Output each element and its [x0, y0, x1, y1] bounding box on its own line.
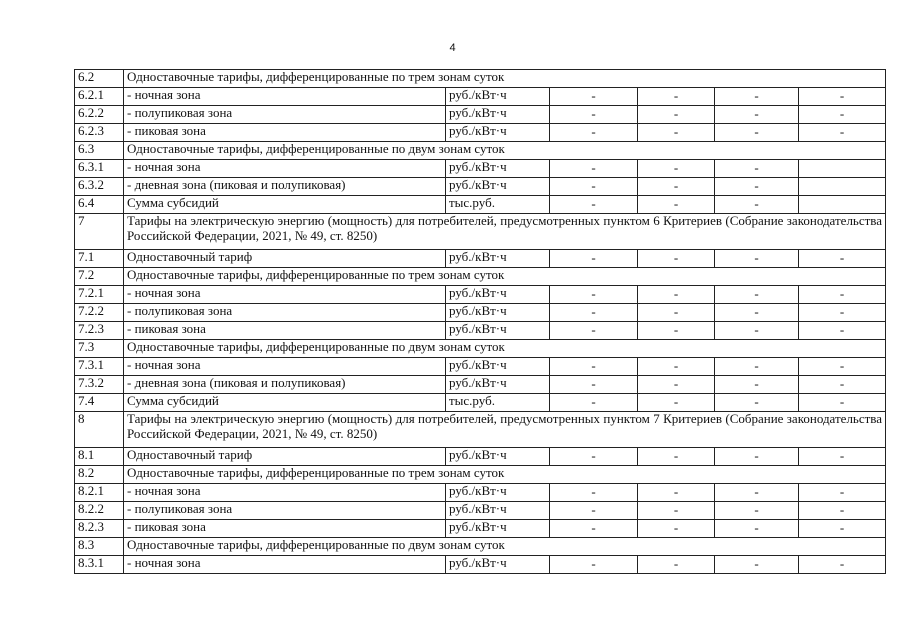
row-unit: руб./кВт·ч	[446, 376, 550, 394]
section-title: Одноставочные тарифы, дифференцированные по трем зонам суток	[124, 466, 886, 484]
table-row	[75, 466, 886, 484]
row-unit: руб./кВт·ч	[446, 286, 550, 304]
table-row	[75, 412, 886, 448]
value-cell: -	[550, 106, 638, 124]
row-number: 7.4	[75, 394, 124, 412]
row-label: - ночная зона	[124, 484, 446, 502]
value-cell: -	[715, 106, 799, 124]
value-cell: -	[638, 160, 715, 178]
value-cell: -	[550, 448, 638, 466]
page-number: 4	[449, 42, 456, 54]
table-row	[75, 88, 886, 106]
section-title: Одноставочные тарифы, дифференцированные по двум зонам суток	[124, 142, 886, 160]
table-row	[75, 286, 886, 304]
row-unit: руб./кВт·ч	[446, 304, 550, 322]
value-cell: -	[638, 394, 715, 412]
row-label: - ночная зона	[124, 286, 446, 304]
row-number: 8.1	[75, 448, 124, 466]
row-unit: руб./кВт·ч	[446, 520, 550, 538]
row-unit: руб./кВт·ч	[446, 124, 550, 142]
value-cell: -	[550, 556, 638, 574]
table-row	[75, 70, 886, 88]
value-cell: -	[715, 178, 799, 196]
section-title: Одноставочные тарифы, дифференцированные по двум зонам суток	[124, 340, 886, 358]
row-unit: руб./кВт·ч	[446, 484, 550, 502]
row-number: 8.2	[75, 466, 124, 484]
value-cell: -	[715, 358, 799, 376]
table-row	[75, 214, 886, 250]
table-row	[75, 538, 886, 556]
value-cell: -	[638, 520, 715, 538]
row-unit: тыс.руб.	[446, 394, 550, 412]
value-cell: -	[550, 196, 638, 214]
table-row	[75, 376, 886, 394]
value-cell: -	[799, 322, 886, 340]
value-cell: -	[715, 322, 799, 340]
table-row	[75, 124, 886, 142]
row-label: Одноставочный тариф	[124, 448, 446, 466]
row-label: - ночная зона	[124, 88, 446, 106]
row-label: - дневная зона (пиковая и полупиковая)	[124, 178, 446, 196]
value-cell: -	[799, 124, 886, 142]
row-number: 6.2.1	[75, 88, 124, 106]
table-row	[75, 556, 886, 574]
value-cell: -	[638, 448, 715, 466]
table-row	[75, 358, 886, 376]
row-number: 6.3.2	[75, 178, 124, 196]
table-row	[75, 196, 886, 214]
table-row	[75, 106, 886, 124]
row-unit: руб./кВт·ч	[446, 160, 550, 178]
value-cell: -	[715, 502, 799, 520]
row-label: - ночная зона	[124, 556, 446, 574]
row-number: 8.3	[75, 538, 124, 556]
row-unit: руб./кВт·ч	[446, 250, 550, 268]
section-title: Тарифы на электрическую энергию (мощность) для потребителей, предусмотренных пунктом 6 Критериев (Собрание законодательства Российской Федерации, 2021, № 49, ст. 8250)	[124, 214, 886, 250]
value-cell: -	[550, 286, 638, 304]
row-unit: тыс.руб.	[446, 196, 550, 214]
row-unit: руб./кВт·ч	[446, 106, 550, 124]
row-unit: руб./кВт·ч	[446, 178, 550, 196]
table-row	[75, 142, 886, 160]
value-cell: -	[715, 88, 799, 106]
value-cell: -	[799, 448, 886, 466]
row-number: 6.2.3	[75, 124, 124, 142]
tariff-table	[74, 69, 886, 574]
row-number: 8	[75, 412, 124, 448]
value-cell: -	[715, 160, 799, 178]
value-cell: -	[638, 322, 715, 340]
section-title: Одноставочные тарифы, дифференцированные по трем зонам суток	[124, 70, 886, 88]
table-row	[75, 484, 886, 502]
table-row	[75, 322, 886, 340]
row-label: - полупиковая зона	[124, 106, 446, 124]
value-cell: -	[715, 394, 799, 412]
row-number: 6.4	[75, 196, 124, 214]
row-number: 7.3.2	[75, 376, 124, 394]
row-number: 7.1	[75, 250, 124, 268]
row-unit: руб./кВт·ч	[446, 322, 550, 340]
value-cell: -	[550, 358, 638, 376]
value-cell: -	[550, 250, 638, 268]
value-cell: -	[638, 250, 715, 268]
row-number: 6.2.2	[75, 106, 124, 124]
row-unit: руб./кВт·ч	[446, 448, 550, 466]
value-cell: -	[638, 124, 715, 142]
table-row	[75, 304, 886, 322]
value-cell	[799, 196, 886, 214]
value-cell: -	[638, 556, 715, 574]
value-cell: -	[550, 304, 638, 322]
value-cell: -	[550, 124, 638, 142]
value-cell: -	[715, 124, 799, 142]
table-row	[75, 394, 886, 412]
table-row	[75, 340, 886, 358]
value-cell: -	[799, 502, 886, 520]
value-cell: -	[638, 502, 715, 520]
section-title: Одноставочные тарифы, дифференцированные по трем зонам суток	[124, 268, 886, 286]
value-cell: -	[550, 160, 638, 178]
table-row	[75, 520, 886, 538]
row-number: 7.3	[75, 340, 124, 358]
value-cell: -	[715, 196, 799, 214]
value-cell: -	[715, 448, 799, 466]
value-cell	[799, 178, 886, 196]
value-cell: -	[550, 394, 638, 412]
row-label: - пиковая зона	[124, 322, 446, 340]
value-cell: -	[550, 520, 638, 538]
value-cell: -	[799, 88, 886, 106]
value-cell: -	[799, 376, 886, 394]
value-cell: -	[638, 88, 715, 106]
row-label: - полупиковая зона	[124, 502, 446, 520]
value-cell: -	[550, 322, 638, 340]
row-number: 6.3.1	[75, 160, 124, 178]
value-cell: -	[638, 484, 715, 502]
row-number: 6.2	[75, 70, 124, 88]
row-label: - ночная зона	[124, 160, 446, 178]
value-cell: -	[715, 520, 799, 538]
table-row	[75, 178, 886, 196]
value-cell: -	[799, 304, 886, 322]
value-cell: -	[799, 394, 886, 412]
value-cell: -	[799, 250, 886, 268]
value-cell: -	[715, 250, 799, 268]
value-cell: -	[715, 376, 799, 394]
row-unit: руб./кВт·ч	[446, 502, 550, 520]
value-cell: -	[715, 304, 799, 322]
value-cell: -	[550, 484, 638, 502]
value-cell: -	[638, 376, 715, 394]
value-cell: -	[638, 358, 715, 376]
value-cell: -	[638, 178, 715, 196]
section-title: Одноставочные тарифы, дифференцированные по двум зонам суток	[124, 538, 886, 556]
section-title: Тарифы на электрическую энергию (мощность) для потребителей, предусмотренных пунктом 7 Критериев (Собрание законодательства Российской Федерации, 2021, № 49, ст. 8250)	[124, 412, 886, 448]
row-number: 6.3	[75, 142, 124, 160]
row-label: - дневная зона (пиковая и полупиковая)	[124, 376, 446, 394]
row-number: 7.2.1	[75, 286, 124, 304]
value-cell: -	[550, 178, 638, 196]
row-unit: руб./кВт·ч	[446, 358, 550, 376]
row-number: 7.2.2	[75, 304, 124, 322]
row-number: 8.2.2	[75, 502, 124, 520]
value-cell: -	[799, 286, 886, 304]
value-cell: -	[799, 556, 886, 574]
row-unit: руб./кВт·ч	[446, 88, 550, 106]
table-row	[75, 160, 886, 178]
row-number: 7.2	[75, 268, 124, 286]
table-body	[75, 70, 886, 574]
row-label: Одноставочный тариф	[124, 250, 446, 268]
value-cell: -	[638, 106, 715, 124]
value-cell: -	[638, 196, 715, 214]
row-number: 7.3.1	[75, 358, 124, 376]
row-label: - пиковая зона	[124, 520, 446, 538]
value-cell: -	[550, 376, 638, 394]
value-cell: -	[799, 106, 886, 124]
value-cell: -	[638, 286, 715, 304]
value-cell: -	[799, 484, 886, 502]
row-label: Сумма субсидий	[124, 196, 446, 214]
value-cell	[799, 160, 886, 178]
row-number: 7.2.3	[75, 322, 124, 340]
table-row	[75, 250, 886, 268]
value-cell: -	[715, 286, 799, 304]
value-cell: -	[550, 502, 638, 520]
row-number: 7	[75, 214, 124, 250]
row-unit: руб./кВт·ч	[446, 556, 550, 574]
value-cell: -	[550, 88, 638, 106]
row-label: - полупиковая зона	[124, 304, 446, 322]
row-label: - ночная зона	[124, 358, 446, 376]
table-row	[75, 448, 886, 466]
table-row	[75, 268, 886, 286]
row-number: 8.2.1	[75, 484, 124, 502]
value-cell: -	[799, 358, 886, 376]
row-number: 8.3.1	[75, 556, 124, 574]
value-cell: -	[715, 556, 799, 574]
value-cell: -	[799, 520, 886, 538]
value-cell: -	[638, 304, 715, 322]
row-number: 8.2.3	[75, 520, 124, 538]
value-cell: -	[715, 484, 799, 502]
row-label: - пиковая зона	[124, 124, 446, 142]
table-row	[75, 502, 886, 520]
row-label: Сумма субсидий	[124, 394, 446, 412]
